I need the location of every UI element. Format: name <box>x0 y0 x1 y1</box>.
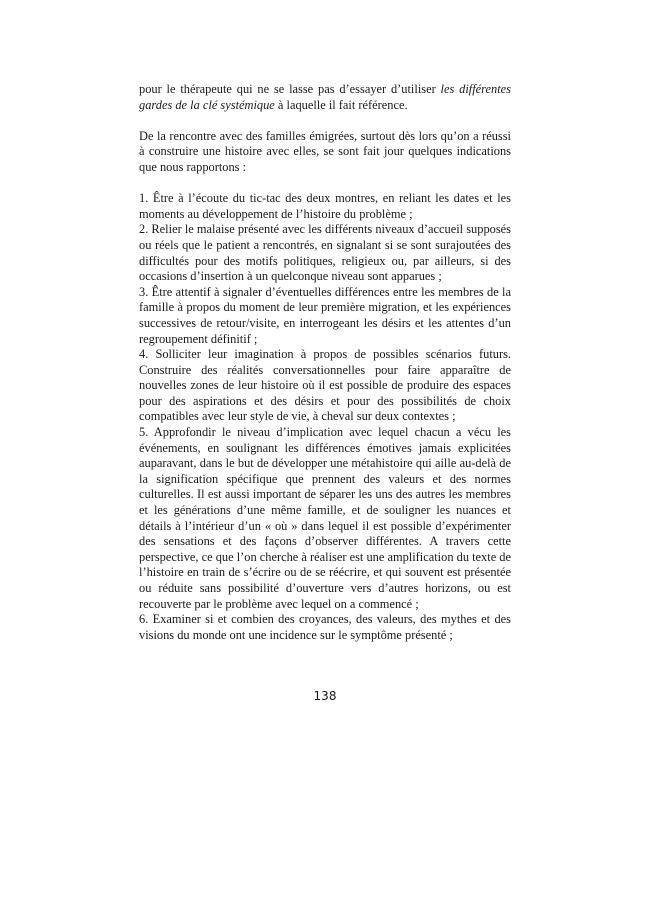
list-item-1: 1. Être à l’écoute du tic-tac des deux montres, en reliant les dates et les moments au développement de l’histoire du problème ; <box>139 191 511 221</box>
intro-italic-phrase: les différentes gardes de la clé systémique <box>139 82 511 112</box>
list-item-4: 4. Solliciter leur imagination à propos de possibles scénarios futurs. Construire des réalités conversationnelles pour faire apparaître de nouvelles zones de leur histoire où il est possible de produire des espaces pour des aspirations et des désirs et pour des possibilités de choix compatibles avec leur style de vie, à cheval sur deux contextes ; <box>139 347 511 424</box>
list-item-2: 2. Relier le malaise présenté avec les différents niveaux d’accueil supposés ou réels que le patient a rencontrés, en signalant si se sont surajoutées des difficultés pour des motifs politiques, religieux ou, par ailleurs, si des occasions d’insertion à un quelconque niveau sont apparues ; <box>139 222 511 284</box>
paragraph-spacer <box>139 176 511 192</box>
list-item-5: 5. Approfondir le niveau d’implication avec lequel chacun a vécu les événements, en soulignant les différences émotives jamais explicitées auparavant, dans le but de développer une métahistoire qui aille au-delà de la signification spécifique que prennent des valeurs et des normes culturelles. Il est aussi important de séparer les uns des autres les membres et les générations d’une même famille, et de souligner les nuances et détails à l’intérieur d’un « où » dans lequel il est possible d’expérimenter des sensations et des façons d’observer différentes. A travers cette perspective, ce que l’on cherche à réaliser est une amplification du texte de l’histoire en train de s’écrire ou de se réécrire, et qui souvent est présentée ou réduite sans possibilité d’ouverture vers d’autres horizons, ou est recouverte par le problème avec lequel on a commencé ; <box>139 425 511 611</box>
intro-text-end: à laquelle il fait référence. <box>274 97 408 112</box>
list-item-6: 6. Examiner si et combien des croyances, des valeurs, des mythes et des visions du monde ont une incidence sur le symptôme présenté ; <box>139 612 511 642</box>
emigrant-families-paragraph: De la rencontre avec des familles émigrées, surtout dès lors qu’on a réussi à construire une histoire avec elles, se sont fait jour quelques indications que nous rapportons : <box>139 128 511 174</box>
page-number: 138 <box>313 689 337 703</box>
intro-text-start: pour le thérapeute qui ne se lasse pas d’essayer d’utiliser <box>139 82 441 96</box>
intro-paragraph <box>139 82 511 113</box>
paragraph-spacer <box>139 113 511 129</box>
page-body <box>139 82 511 643</box>
list-item-3: 3. Être attentif à signaler d’éventuelles différences entre les membres de la famille à propos du moment de leur première migration, et les expériences successives de retour/visite, en interrogeant les désirs et les attentes d’un regroupement définitif ; <box>139 284 511 346</box>
